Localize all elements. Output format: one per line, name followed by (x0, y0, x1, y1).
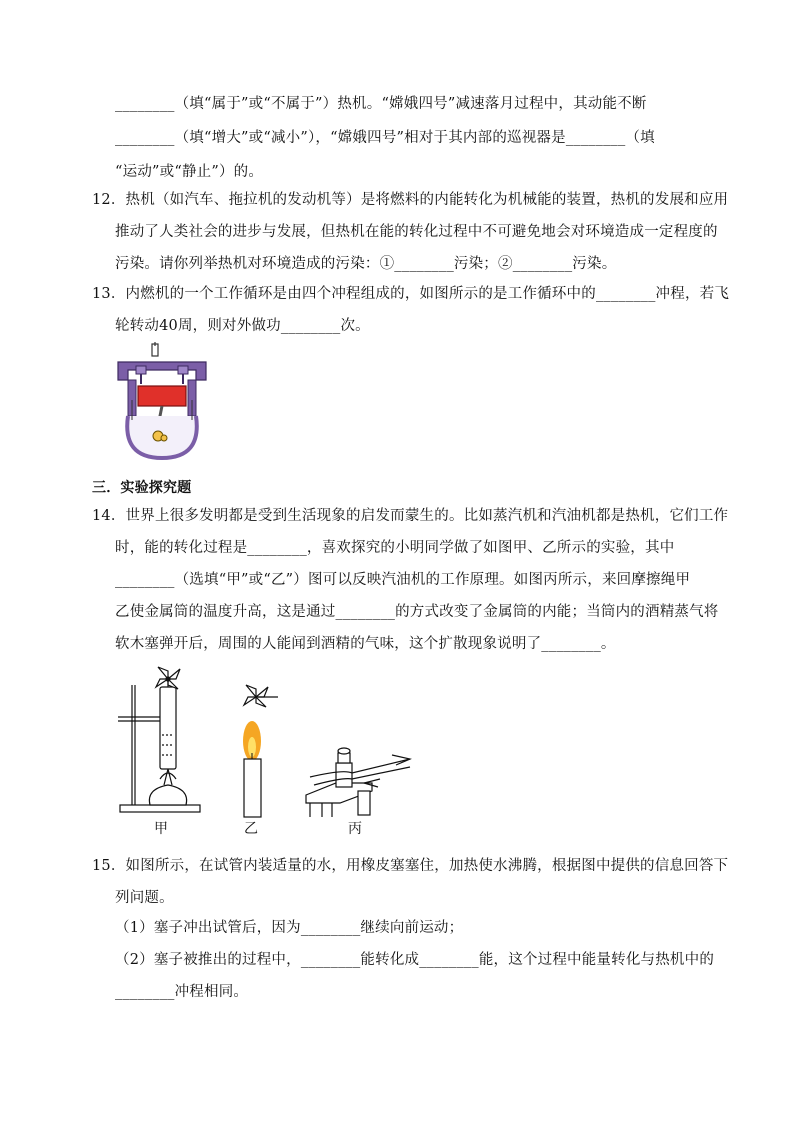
figure-label-bing: 丙 (348, 821, 362, 837)
q15-sub-1: （1）塞子冲出试管后，因为________继续向前运动； (115, 920, 464, 936)
q12-line-3: 污染。请你列举热机对环境造成的污染：①________污染；②________污染。 (115, 256, 617, 272)
candle-icon (244, 759, 261, 817)
q15-sub-3: ________冲程相同。 (115, 984, 249, 1000)
q11-line-3: “运动”或“静止”）的。 (115, 164, 264, 180)
cylinder-head (118, 362, 206, 380)
alcohol-burner-icon (149, 785, 186, 805)
q15-line-1: 15．如图所示，在试管内装适量的水，用橡皮塞塞住，加热使水沸腾，根据图中提供的信息回答下 (92, 858, 729, 874)
figure-label-yi: 乙 (244, 821, 258, 837)
figure-jia (118, 667, 200, 812)
figure-label-jia: 甲 (154, 821, 168, 837)
pinwheel-icon (156, 667, 180, 689)
section-heading-experiment: 三．实验探究题 (92, 480, 192, 496)
q12-line-2: 推动了人类社会的进步与发展，但热机在能的转化过程中不可避免地会对环境造成一定程度的 (115, 224, 718, 240)
piston (138, 386, 186, 406)
q15-line-2: 列问题。 (115, 890, 174, 906)
figure-bing (306, 748, 410, 817)
engine-diagram (112, 340, 212, 460)
q14-line-5: 软木塞弹开后，周围的人能闻到酒精的气味，这个扩散现象说明了________。 (115, 636, 616, 652)
q11-line-2: ________（填“增大”或“减小”），“嫦娥四号”相对于其内部的巡视器是________（填 (115, 130, 655, 146)
q14-line-1: 14．世界上很多发明都是受到生活现象的启发而蒙生的。比如蒸汽机和汽油机都是热机，它们工作 (92, 508, 729, 524)
q15-sub-2: （2）塞子被推出的过程中，________能转化成________能，这个过程中能量转化与热机中的 (115, 952, 715, 968)
q13-line-1: 13．内燃机的一个工作循环是由四个冲程组成的，如图所示的是工作循环中的________冲程，若飞 (92, 286, 730, 302)
q14-line-4: 乙使金属筒的温度升高，这是通过________的方式改变了金属筒的内能；当筒内的酒精蒸气将 (115, 604, 719, 620)
figure-yi (243, 685, 278, 817)
q14-line-2: 时，能的转化过程是________，喜欢探究的小明同学做了如图甲、乙所示的实验，其中 (115, 540, 675, 556)
q13-line-2: 轮转动40周，则对外做功________次。 (115, 318, 370, 334)
q11-line-1: ________（填“属于”或“不属于”）热机。“嫦娥四号”减速落月过程中，其动能不断 (115, 96, 647, 112)
pinwheel-icon (244, 685, 278, 707)
experiment-figures (110, 655, 430, 830)
q12-line-1: 12．热机（如汽车、拖拉机的发动机等）是将燃料的内能转化为机械能的装置，热机的发展和应用 (92, 192, 729, 208)
q14-line-3: ________（选填“甲”或“乙”）图可以反映汽油机的工作原理。如图丙所示，来回摩擦绳甲 (115, 572, 691, 588)
